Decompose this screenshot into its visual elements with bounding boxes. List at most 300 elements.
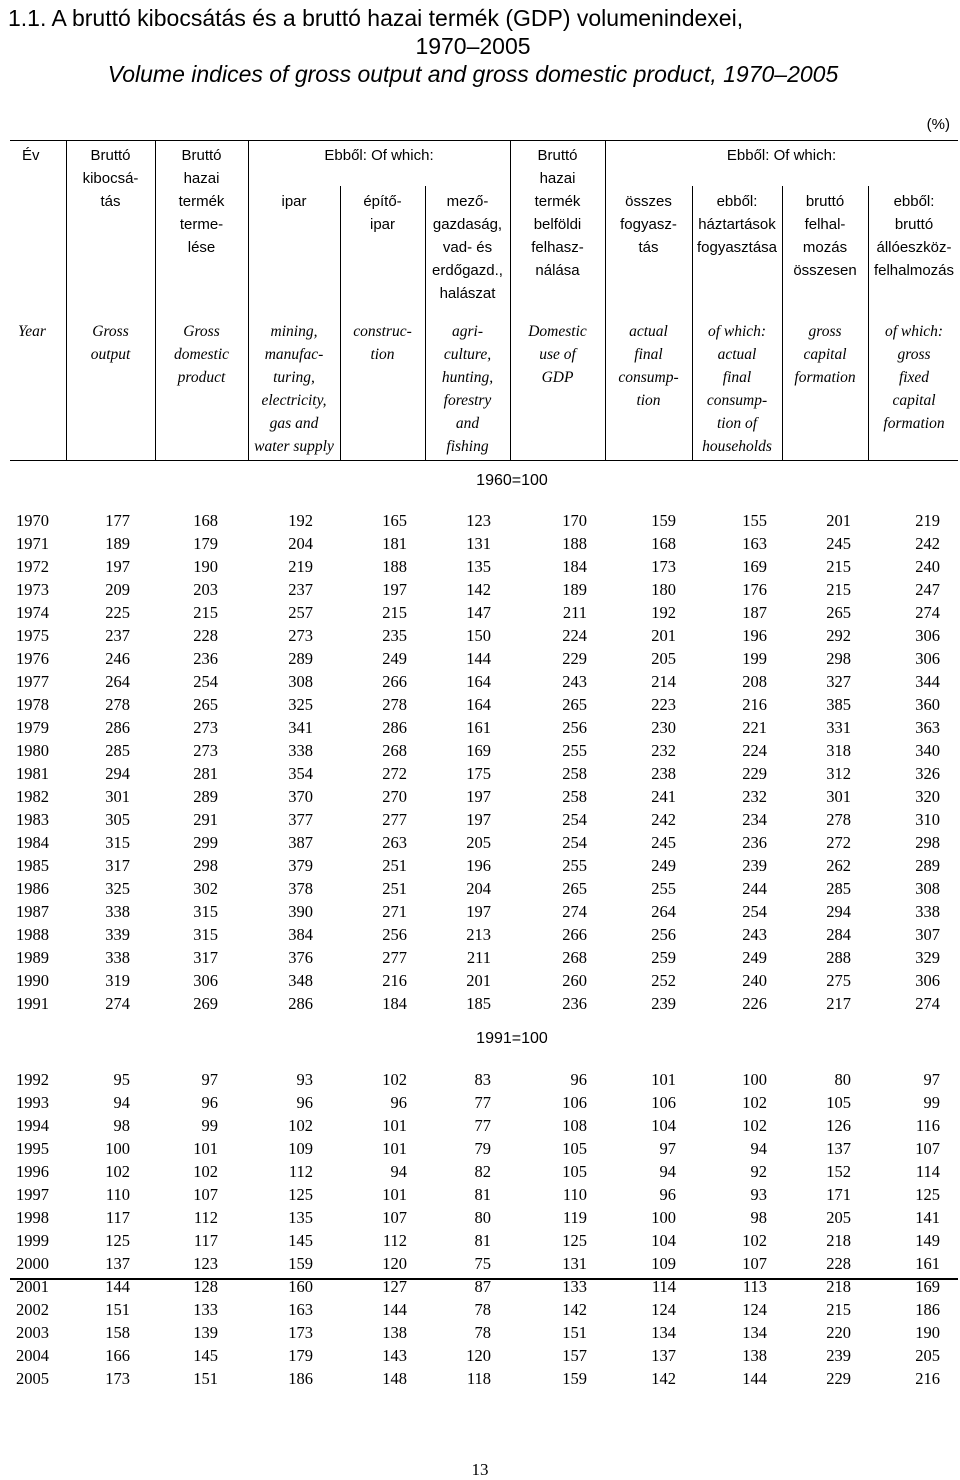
cell-agriculture: 77 — [474, 1115, 491, 1135]
cell-gross-output: 286 — [105, 717, 130, 737]
cell-domestic-use: 184 — [562, 556, 587, 576]
table-row — [0, 1137, 940, 1160]
cell-industry: 102 — [288, 1115, 313, 1135]
cell-gdp: 179 — [193, 533, 218, 553]
cell-domestic-use: 255 — [562, 855, 587, 875]
cell-year: 2004 — [16, 1345, 49, 1365]
cell-fixed-capital: 141 — [915, 1207, 940, 1227]
cell-consumption: 106 — [651, 1092, 676, 1112]
cell-fixed-capital: 340 — [915, 740, 940, 760]
cell-year: 1988 — [16, 924, 49, 944]
cell-gdp: 317 — [193, 947, 218, 967]
cell-domestic-use: 106 — [562, 1092, 587, 1112]
cell-domestic-use: 260 — [562, 970, 587, 990]
cell-agriculture: 87 — [474, 1276, 491, 1296]
cell-year: 1993 — [16, 1092, 49, 1112]
cell-agriculture: 150 — [466, 625, 491, 645]
cell-consumption: 214 — [651, 671, 676, 691]
table-row — [0, 1068, 940, 1091]
cell-year: 1970 — [16, 510, 49, 530]
cell-agriculture: 80 — [474, 1207, 491, 1227]
header-hu-year: Év — [22, 147, 40, 164]
cell-domestic-use: 268 — [562, 947, 587, 967]
cell-industry: 109 — [288, 1138, 313, 1158]
cell-industry: 378 — [288, 878, 313, 898]
cell-year: 1979 — [16, 717, 49, 737]
title-en: Volume indices of gross output and gross domestic product, 1970–2005 — [107, 61, 839, 87]
cell-gross-output: 137 — [105, 1253, 130, 1273]
cell-consumption: 241 — [651, 786, 676, 806]
cell-industry: 237 — [288, 579, 313, 599]
cell-gross-output: 278 — [105, 694, 130, 714]
cell-agriculture: 120 — [466, 1345, 491, 1365]
header-hu-industry: ipar — [281, 193, 307, 210]
cell-year: 1972 — [16, 556, 49, 576]
header-en-consumption: actual final consump- tion — [618, 323, 679, 409]
cell-industry: 173 — [288, 1322, 313, 1342]
cell-household-consumption: 102 — [742, 1092, 767, 1112]
cell-domestic-use: 265 — [562, 694, 587, 714]
cell-agriculture: 142 — [466, 579, 491, 599]
cell-consumption: 223 — [651, 694, 676, 714]
cell-fixed-capital: 99 — [923, 1092, 940, 1112]
cell-capital-formation: 228 — [826, 1253, 851, 1273]
cell-capital-formation: 272 — [826, 832, 851, 852]
cell-capital-formation: 171 — [826, 1184, 851, 1204]
cell-gdp: 289 — [193, 786, 218, 806]
cell-gdp: 228 — [193, 625, 218, 645]
cell-year: 1999 — [16, 1230, 49, 1250]
cell-capital-formation: 331 — [826, 717, 851, 737]
header-en-gdp: Gross domestic product — [173, 323, 230, 386]
cell-agriculture: 81 — [474, 1184, 491, 1204]
cell-gross-output: 189 — [105, 533, 130, 553]
cell-industry: 219 — [288, 556, 313, 576]
header-hu-of-which-2: Ebből: Of which: — [726, 147, 837, 164]
cell-agriculture: 169 — [466, 740, 491, 760]
cell-industry: 376 — [288, 947, 313, 967]
cell-gross-output: 319 — [105, 970, 130, 990]
cell-industry: 204 — [288, 533, 313, 553]
table-row — [0, 762, 940, 785]
cell-domestic-use: 125 — [562, 1230, 587, 1250]
cell-year: 1987 — [16, 901, 49, 921]
cell-gross-output: 95 — [113, 1069, 130, 1089]
cell-household-consumption: 169 — [742, 556, 767, 576]
cell-fixed-capital: 149 — [915, 1230, 940, 1250]
cell-year: 1977 — [16, 671, 49, 691]
cell-gross-output: 94 — [113, 1092, 130, 1112]
cell-household-consumption: 113 — [742, 1276, 767, 1296]
cell-agriculture: 118 — [466, 1368, 491, 1388]
cell-gross-output: 225 — [105, 602, 130, 622]
cell-domestic-use: 211 — [562, 602, 587, 622]
cell-year: 1974 — [16, 602, 49, 622]
cell-consumption: 239 — [651, 993, 676, 1013]
cell-gdp: 306 — [193, 970, 218, 990]
cell-household-consumption: 216 — [742, 694, 767, 714]
header-hu-gross-output: Bruttó kibocsá- tás — [82, 147, 139, 210]
cell-construction: 94 — [390, 1161, 407, 1181]
cell-domestic-use: 229 — [562, 648, 587, 668]
cell-gdp: 139 — [193, 1322, 218, 1342]
cell-year: 1985 — [16, 855, 49, 875]
cell-fixed-capital: 360 — [915, 694, 940, 714]
cell-household-consumption: 144 — [742, 1368, 767, 1388]
cell-fixed-capital: 219 — [915, 510, 940, 530]
table-row — [0, 992, 940, 1015]
cell-gdp: 269 — [193, 993, 218, 1013]
cell-industry: 370 — [288, 786, 313, 806]
cell-fixed-capital: 186 — [915, 1299, 940, 1319]
cell-consumption: 142 — [651, 1368, 676, 1388]
cell-gross-output: 166 — [105, 1345, 130, 1365]
cell-gdp: 117 — [193, 1230, 218, 1250]
cell-fixed-capital: 205 — [915, 1345, 940, 1365]
cell-agriculture: 79 — [474, 1138, 491, 1158]
cell-industry: 273 — [288, 625, 313, 645]
cell-gross-output: 173 — [105, 1368, 130, 1388]
cell-gross-output: 285 — [105, 740, 130, 760]
cell-capital-formation: 137 — [826, 1138, 851, 1158]
cell-fixed-capital: 247 — [915, 579, 940, 599]
cell-capital-formation: 292 — [826, 625, 851, 645]
cell-domestic-use: 159 — [562, 1368, 587, 1388]
table-row — [0, 969, 940, 992]
cell-fixed-capital: 344 — [915, 671, 940, 691]
table-row — [0, 946, 940, 969]
cell-industry: 325 — [288, 694, 313, 714]
cell-year: 1991 — [16, 993, 49, 1013]
cell-agriculture: 77 — [474, 1092, 491, 1112]
cell-consumption: 104 — [651, 1230, 676, 1250]
unit-label: (%) — [926, 116, 950, 133]
cell-construction: 270 — [382, 786, 407, 806]
cell-household-consumption: 102 — [742, 1230, 767, 1250]
cell-fixed-capital: 240 — [915, 556, 940, 576]
cell-gdp: 99 — [201, 1115, 218, 1135]
cell-industry: 159 — [288, 1253, 313, 1273]
cell-household-consumption: 224 — [742, 740, 767, 760]
table-row — [0, 1321, 940, 1344]
cell-household-consumption: 107 — [742, 1253, 767, 1273]
cell-construction: 101 — [382, 1184, 407, 1204]
cell-household-consumption: 244 — [742, 878, 767, 898]
header-en-households: of which: actual final consump- tion of households — [702, 323, 772, 455]
cell-household-consumption: 196 — [742, 625, 767, 645]
cell-domestic-use: 108 — [562, 1115, 587, 1135]
cell-fixed-capital: 308 — [915, 878, 940, 898]
cell-agriculture: 196 — [466, 855, 491, 875]
cell-gdp: 215 — [193, 602, 218, 622]
cell-construction: 188 — [382, 556, 407, 576]
cell-agriculture: 131 — [466, 533, 491, 553]
table-row — [0, 532, 940, 555]
cell-capital-formation: 126 — [826, 1115, 851, 1135]
cell-capital-formation: 215 — [826, 579, 851, 599]
cell-household-consumption: 208 — [742, 671, 767, 691]
cell-gross-output: 338 — [105, 947, 130, 967]
cell-gross-output: 246 — [105, 648, 130, 668]
table-row — [0, 1252, 940, 1275]
cell-capital-formation: 239 — [826, 1345, 851, 1365]
cell-household-consumption: 243 — [742, 924, 767, 944]
cell-domestic-use: 254 — [562, 832, 587, 852]
cell-agriculture: 175 — [466, 763, 491, 783]
cell-year: 1982 — [16, 786, 49, 806]
cell-gross-output: 317 — [105, 855, 130, 875]
cell-construction: 148 — [382, 1368, 407, 1388]
cell-household-consumption: 100 — [742, 1069, 767, 1089]
cell-gdp: 298 — [193, 855, 218, 875]
cell-domestic-use: 170 — [562, 510, 587, 530]
cell-year: 1976 — [16, 648, 49, 668]
cell-construction: 277 — [382, 947, 407, 967]
cell-consumption: 252 — [651, 970, 676, 990]
cell-capital-formation: 217 — [826, 993, 851, 1013]
cell-construction: 101 — [382, 1138, 407, 1158]
table-row — [0, 900, 940, 923]
cell-fixed-capital: 306 — [915, 648, 940, 668]
cell-year: 1997 — [16, 1184, 49, 1204]
cell-year: 1986 — [16, 878, 49, 898]
cell-fixed-capital: 320 — [915, 786, 940, 806]
cell-household-consumption: 134 — [742, 1322, 767, 1342]
cell-domestic-use: 105 — [562, 1161, 587, 1181]
table-row — [0, 555, 940, 578]
cell-year: 2003 — [16, 1322, 49, 1342]
cell-gdp: 102 — [193, 1161, 218, 1181]
cell-gross-output: 264 — [105, 671, 130, 691]
table-row — [0, 1367, 940, 1390]
table-row — [0, 670, 940, 693]
cell-consumption: 137 — [651, 1345, 676, 1365]
cell-construction: 256 — [382, 924, 407, 944]
cell-household-consumption: 254 — [742, 901, 767, 921]
cell-consumption: 168 — [651, 533, 676, 553]
table-row — [0, 716, 940, 739]
header-hu-agriculture: mező- gazdaság, vad- és erdőgazd., halászat — [432, 193, 503, 302]
table-row — [0, 785, 940, 808]
cell-construction: 235 — [382, 625, 407, 645]
cell-agriculture: 185 — [466, 993, 491, 1013]
cell-construction: 271 — [382, 901, 407, 921]
cell-construction: 277 — [382, 809, 407, 829]
cell-construction: 263 — [382, 832, 407, 852]
cell-household-consumption: 236 — [742, 832, 767, 852]
cell-construction: 251 — [382, 855, 407, 875]
cell-gross-output: 98 — [113, 1115, 130, 1135]
cell-agriculture: 135 — [466, 556, 491, 576]
cell-year: 1998 — [16, 1207, 49, 1227]
cell-gdp: 315 — [193, 924, 218, 944]
cell-agriculture: 78 — [474, 1299, 491, 1319]
cell-consumption: 264 — [651, 901, 676, 921]
cell-gross-output: 117 — [105, 1207, 130, 1227]
cell-industry: 179 — [288, 1345, 313, 1365]
cell-gdp: 107 — [193, 1184, 218, 1204]
cell-year: 1992 — [16, 1069, 49, 1089]
cell-construction: 215 — [382, 602, 407, 622]
cell-capital-formation: 288 — [826, 947, 851, 967]
cell-domestic-use: 258 — [562, 763, 587, 783]
cell-industry: 348 — [288, 970, 313, 990]
cell-agriculture: 204 — [466, 878, 491, 898]
cell-agriculture: 144 — [466, 648, 491, 668]
cell-consumption: 259 — [651, 947, 676, 967]
cell-construction: 102 — [382, 1069, 407, 1089]
cell-capital-formation: 285 — [826, 878, 851, 898]
cell-agriculture: 123 — [466, 510, 491, 530]
cell-construction: 112 — [382, 1230, 407, 1250]
header-en-industry: mining, manufac- turing, electricity, gas and water supply — [254, 323, 334, 455]
title-hu: 1.1. A bruttó kibocsátás és a bruttó hazai termék (GDP) volumenindexei, — [8, 5, 744, 31]
cell-consumption: 230 — [651, 717, 676, 737]
cell-gdp: 145 — [193, 1345, 218, 1365]
cell-consumption: 232 — [651, 740, 676, 760]
cell-consumption: 245 — [651, 832, 676, 852]
cell-capital-formation: 278 — [826, 809, 851, 829]
cell-domestic-use: 189 — [562, 579, 587, 599]
cell-agriculture: 197 — [466, 901, 491, 921]
cell-fixed-capital: 242 — [915, 533, 940, 553]
cell-construction: 107 — [382, 1207, 407, 1227]
cell-capital-formation: 229 — [826, 1368, 851, 1388]
cell-consumption: 173 — [651, 556, 676, 576]
header-hu-households: ebből: háztartások fogyasztása — [696, 193, 778, 256]
cell-industry: 192 — [288, 510, 313, 530]
header-hu-capital-formation: bruttó felhal- mozás összesen — [793, 193, 857, 279]
cell-fixed-capital: 306 — [915, 625, 940, 645]
cell-household-consumption: 226 — [742, 993, 767, 1013]
cell-gross-output: 294 — [105, 763, 130, 783]
cell-agriculture: 161 — [466, 717, 491, 737]
cell-gdp: 112 — [193, 1207, 218, 1227]
cell-gross-output: 100 — [105, 1138, 130, 1158]
cell-fixed-capital: 107 — [915, 1138, 940, 1158]
cell-year: 1994 — [16, 1115, 49, 1135]
cell-capital-formation: 385 — [826, 694, 851, 714]
year-2000-rule — [10, 1278, 958, 1280]
cell-gross-output: 274 — [105, 993, 130, 1013]
cell-household-consumption: 187 — [742, 602, 767, 622]
header-hu-fixed-capital: ebből: bruttó állóeszköz- felhalmozás — [873, 193, 955, 279]
cell-capital-formation: 218 — [826, 1276, 851, 1296]
cell-gdp: 273 — [193, 740, 218, 760]
cell-construction: 120 — [382, 1253, 407, 1273]
table-row — [0, 693, 940, 716]
cell-household-consumption: 102 — [742, 1115, 767, 1135]
cell-fixed-capital: 363 — [915, 717, 940, 737]
cell-industry: 384 — [288, 924, 313, 944]
cell-fixed-capital: 274 — [915, 602, 940, 622]
cell-domestic-use: 96 — [570, 1069, 587, 1089]
cell-consumption: 255 — [651, 878, 676, 898]
cell-year: 2001 — [16, 1276, 49, 1296]
table-row — [0, 1298, 940, 1321]
title-years: 1970–2005 — [415, 33, 531, 59]
cell-gross-output: 177 — [105, 510, 130, 530]
cell-domestic-use: 142 — [562, 1299, 587, 1319]
cell-year: 1990 — [16, 970, 49, 990]
cell-capital-formation: 301 — [826, 786, 851, 806]
cell-household-consumption: 138 — [742, 1345, 767, 1365]
cell-domestic-use: 266 — [562, 924, 587, 944]
section2-base-label: 1991=100 — [476, 1030, 548, 1047]
cell-capital-formation: 284 — [826, 924, 851, 944]
cell-fixed-capital: 97 — [923, 1069, 940, 1089]
cell-domestic-use: 258 — [562, 786, 587, 806]
cell-agriculture: 81 — [474, 1230, 491, 1250]
cell-consumption: 192 — [651, 602, 676, 622]
cell-household-consumption: 221 — [742, 717, 767, 737]
cell-domestic-use: 265 — [562, 878, 587, 898]
cell-fixed-capital: 329 — [915, 947, 940, 967]
header-en-gross-output: Gross output — [90, 323, 131, 363]
cell-gross-output: 102 — [105, 1161, 130, 1181]
table-row — [0, 1091, 940, 1114]
cell-fixed-capital: 116 — [915, 1115, 940, 1135]
table-row — [0, 1114, 940, 1137]
cell-household-consumption: 155 — [742, 510, 767, 530]
cell-industry: 135 — [288, 1207, 313, 1227]
cell-fixed-capital: 307 — [915, 924, 940, 944]
cell-household-consumption: 124 — [742, 1299, 767, 1319]
cell-domestic-use: 105 — [562, 1138, 587, 1158]
cell-household-consumption: 93 — [750, 1184, 767, 1204]
cell-construction: 143 — [382, 1345, 407, 1365]
cell-household-consumption: 240 — [742, 970, 767, 990]
cell-gdp: 299 — [193, 832, 218, 852]
cell-capital-formation: 262 — [826, 855, 851, 875]
cell-consumption: 100 — [651, 1207, 676, 1227]
cell-fixed-capital: 190 — [915, 1322, 940, 1342]
table-row — [0, 601, 940, 624]
cell-industry: 377 — [288, 809, 313, 829]
table-row — [0, 509, 940, 532]
cell-consumption: 242 — [651, 809, 676, 829]
cell-industry: 96 — [296, 1092, 313, 1112]
cell-agriculture: 197 — [466, 786, 491, 806]
cell-household-consumption: 94 — [750, 1138, 767, 1158]
cell-year: 2002 — [16, 1299, 49, 1319]
cell-gdp: 254 — [193, 671, 218, 691]
header-hu-domestic-use: Bruttó hazai termék belföldi felhasz- nálása — [531, 147, 584, 279]
cell-industry: 286 — [288, 993, 313, 1013]
table-row — [0, 1229, 940, 1252]
table-row — [0, 1344, 940, 1367]
section1-base-label: 1960=100 — [476, 472, 548, 489]
cell-construction: 268 — [382, 740, 407, 760]
header-hu-consumption: összes fogyasz- tás — [620, 193, 677, 256]
cell-capital-formation: 298 — [826, 648, 851, 668]
cell-consumption: 97 — [659, 1138, 676, 1158]
cell-gross-output: 325 — [105, 878, 130, 898]
cell-gross-output: 110 — [105, 1184, 130, 1204]
cell-agriculture: 75 — [474, 1253, 491, 1273]
cell-agriculture: 147 — [466, 602, 491, 622]
cell-industry: 341 — [288, 717, 313, 737]
cell-construction: 165 — [382, 510, 407, 530]
cell-construction: 216 — [382, 970, 407, 990]
cell-household-consumption: 176 — [742, 579, 767, 599]
cell-year: 1995 — [16, 1138, 49, 1158]
cell-gross-output: 305 — [105, 809, 130, 829]
cell-domestic-use: 151 — [562, 1322, 587, 1342]
header-hu-construction: építő- ipar — [363, 193, 402, 233]
cell-domestic-use: 274 — [562, 901, 587, 921]
cell-agriculture: 164 — [466, 671, 491, 691]
